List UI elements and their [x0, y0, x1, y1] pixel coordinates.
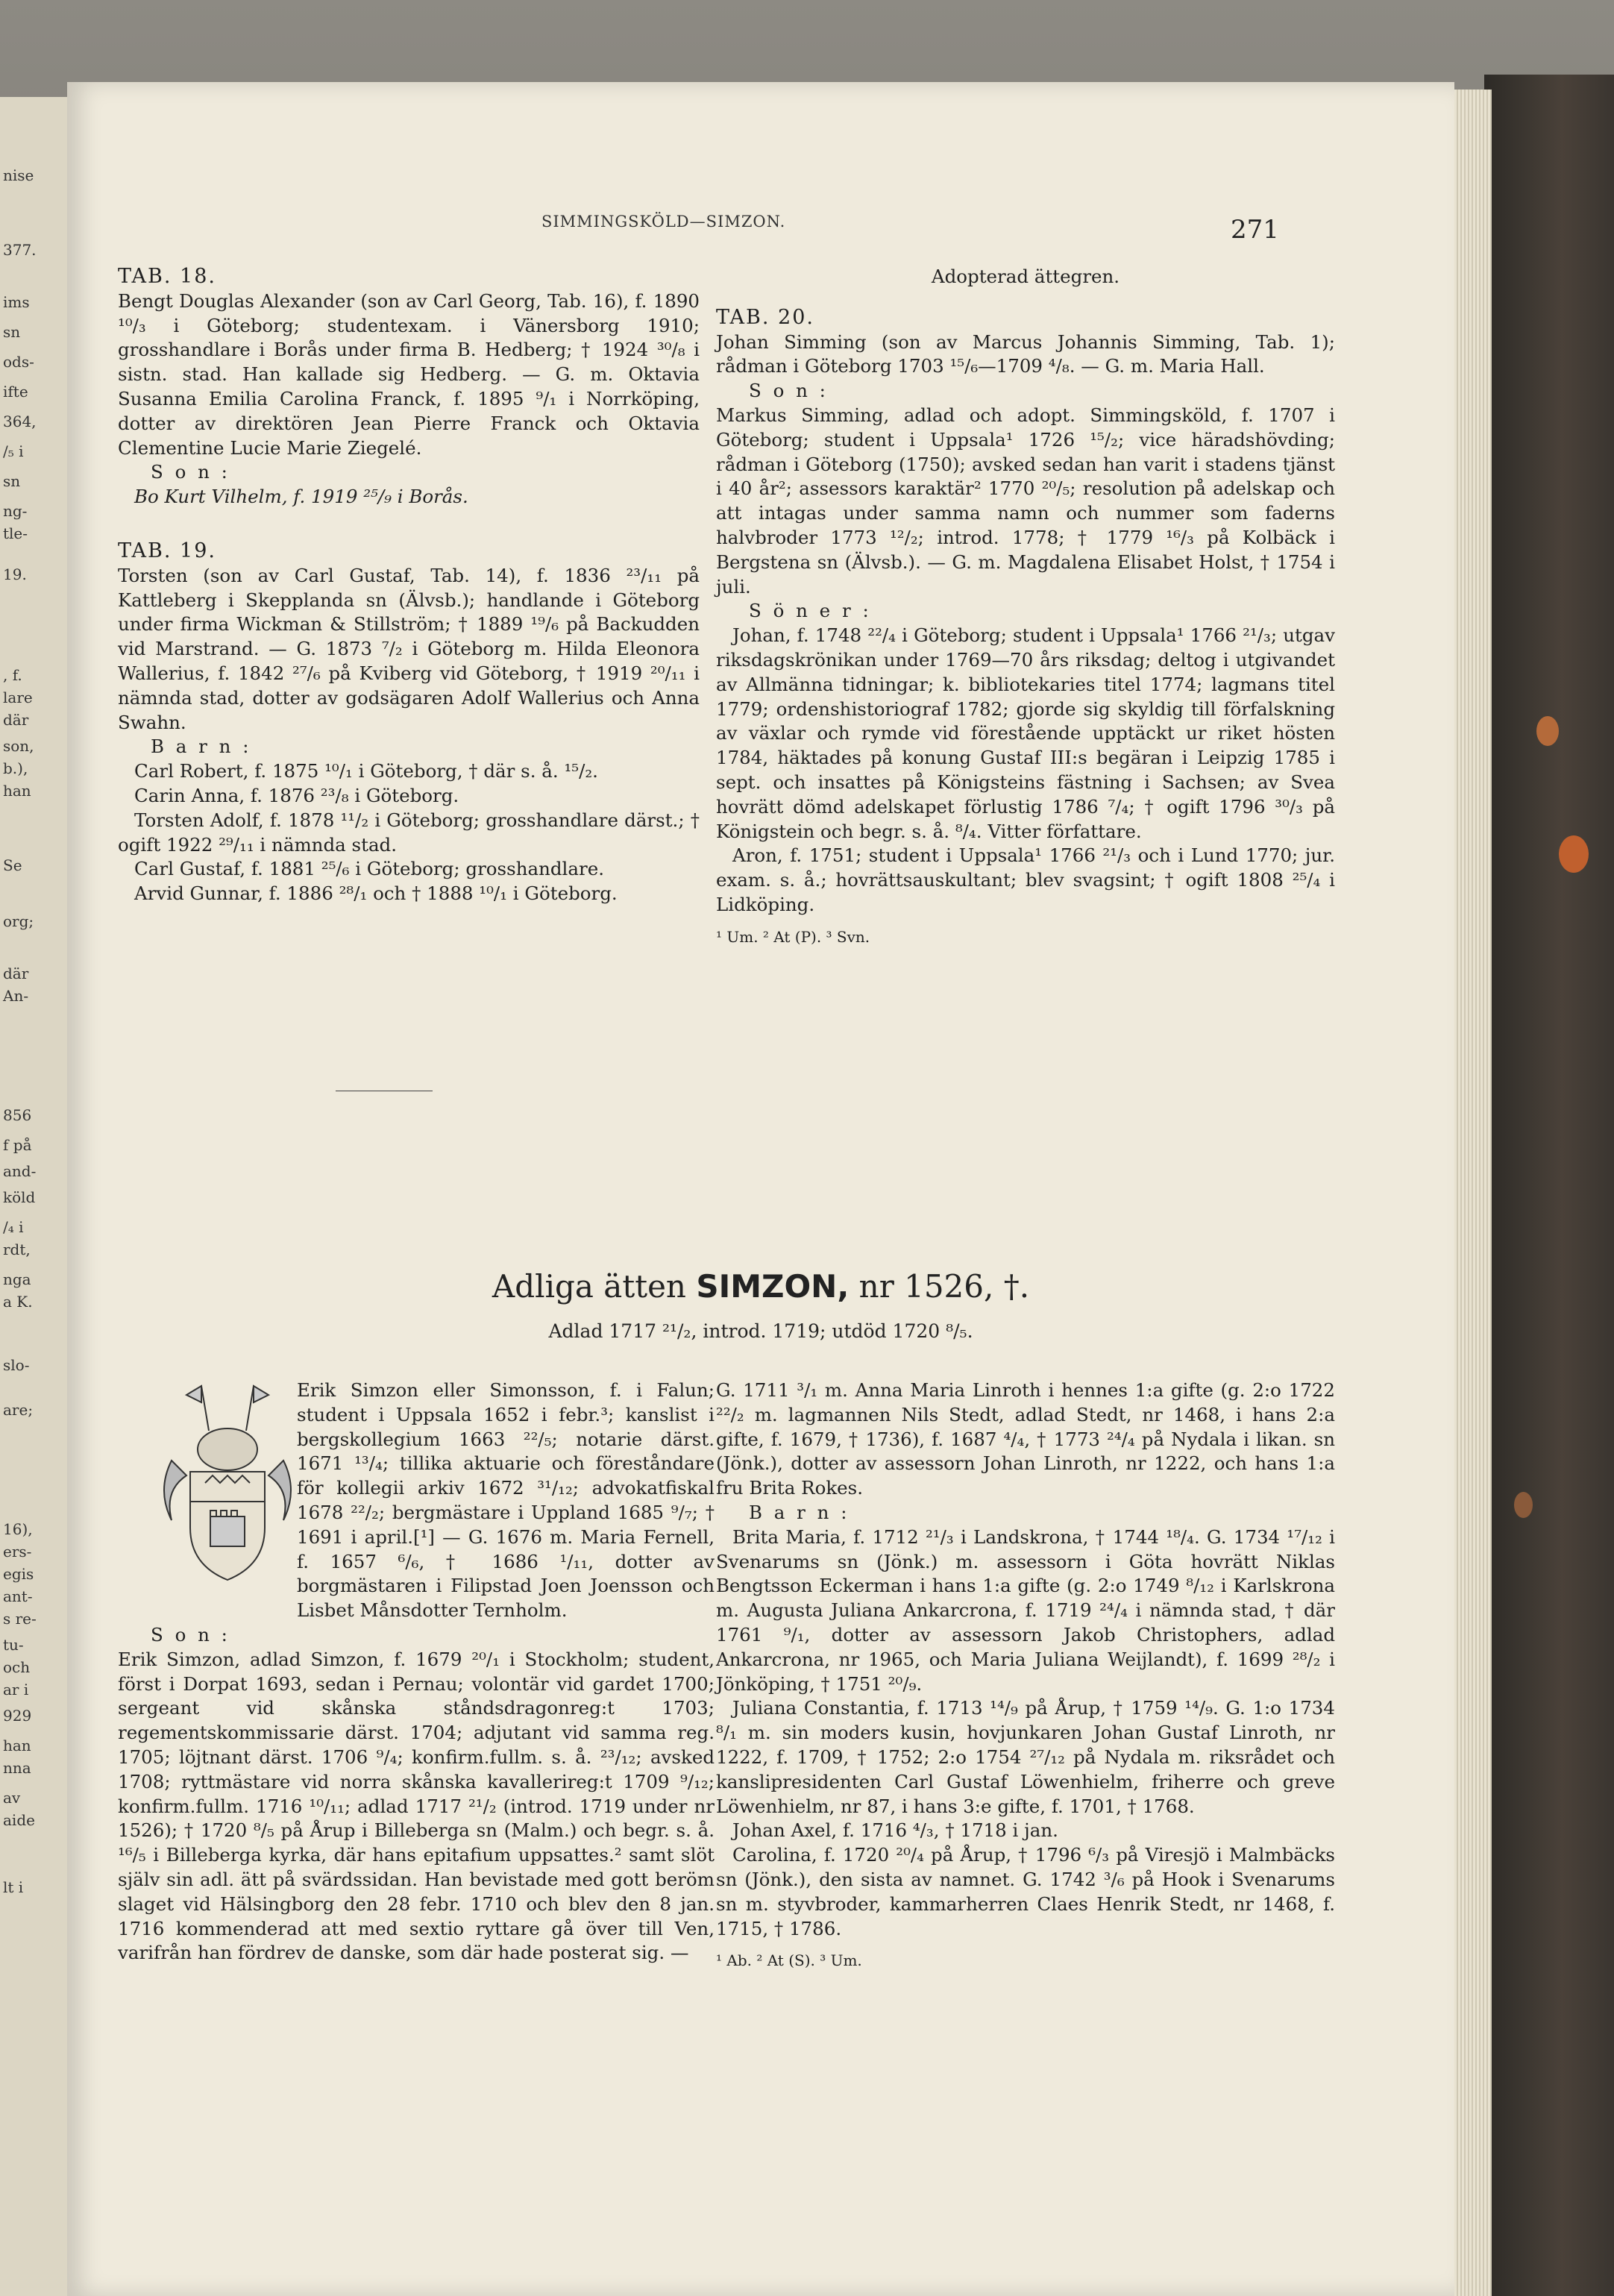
left-page-edge [0, 97, 69, 2296]
tab20-soner-label: S ö n e r : [749, 600, 872, 622]
left-page-fragment: An- [3, 987, 29, 1005]
left-page-fragment: f på [3, 1136, 32, 1154]
tab19-child-4: Carl Gustaf, f. 1881 ²⁵/₆ i Göteborg; grosshandlare. [134, 858, 604, 880]
tab19-heading: TAB. 19. [118, 539, 216, 562]
tab19-child-5: Arvid Gunnar, f. 1886 ²⁸/₁ och † 1888 ¹⁰/₁ i Göteborg. [134, 882, 618, 905]
left-page-fragment: slo- [3, 1356, 30, 1374]
simzon-son-label: S o n : [151, 1623, 230, 1646]
family-title [67, 1268, 1454, 1305]
running-title: SIMMINGSKÖLD—SIMZON. [541, 213, 786, 230]
left-page-fragment: ar i [3, 1681, 29, 1699]
left-page-fragment: b.), [3, 759, 28, 777]
left-page-fragment: egis [3, 1565, 34, 1583]
left-page-fragment: rdt, [3, 1240, 31, 1258]
left-page-fragment: ifte [3, 383, 28, 401]
tab18-son: Bo Kurt Vilhelm, f. 1919 ²⁵/₉ i Borås. [134, 486, 468, 508]
left-page-fragment: nise [3, 166, 34, 184]
simzon-son-entry: Erik Simzon, adlad Simzon, f. 1679 ²⁰/₁ i Stockholm; student, först i Dorpat 1693, sedan i Pernau; volontär vid gardet 1700; sergeant vid skånska ståndsdragonreg:t 1703; regementskommissarie därst. 1704; adjutant vid samma reg. 1705; löjtnant därst. 1706 ⁹/₄; konfirm.fullm. s. å. ²³/₁₂; avsked 1708; ryttmästare vid norra skånska kavallerireg:t 1709 ⁹/₁₂; konfirm.fullm. 1716 ¹⁰/₁₁; adlad 1717 ²¹/₂ (introd. 1719 under nr 1526); † 1720 ⁸/₅ på Årup i Billeberga sn (Malm.) och begr. s. å. ¹⁶/₅ i Billeberga kyrka, där hans epitafium uppsattes.² samt slöt själv sin adl. ätt på svärdssidan. Han bevistade med gott beröm slaget vid Hälsingborg den 28 febr. 1710 och blev den 8 jan. 1716 kommenderad att med sextio ryttare gå över till Ven, varifrån han fördrev de danske, som där hade posterat sig. — [118, 1648, 715, 1964]
left-page-fragment: köld [3, 1188, 36, 1206]
left-page-fragment: sn [3, 323, 21, 341]
left-page-fragment: han [3, 1737, 31, 1754]
tab19-child-3: Torsten Adolf, f. 1878 ¹¹/₂ i Göteborg; grosshandlare därst.; † ogift 1922 ²⁹/₁₁ i nämnda stad. [118, 809, 700, 856]
left-column-top [118, 265, 700, 906]
simzon-barn-label: B a r n : [749, 1501, 850, 1523]
left-page-fragment: tle- [3, 524, 28, 542]
tab20-child-1: Johan, f. 1748 ²²/₄ i Göteborg; student i Uppsala¹ 1766 ²¹/₃; utgav riksdagskrönikan under 1769—70 års riksdag; deltog i utgivandet av Allmänna tidningar; k. bibliotekaries titel 1774; lagmans titel 1779; ordenshistoriograf 1782; gjorde sig skyldig till förfalskning av växlar och rymde vid förestående upptäckt ur riket hösten 1784, häktades på konung Gustaf III:s begäran i Leipzig 1785 i sept. och insattes på Königsteins fästning i Sachsen; av Svea hovrätt dömd adelskapet förlustig 1786 ⁷/₄; † ogift 1796 ³⁰/₃ på Königstein och begr. s. å. ⁸/₄. Vitter författare. [716, 624, 1335, 842]
simzon-father-entry: Erik Simzon eller Simonsson, f. i Falun; student i Uppsala 1652 i febr.³; kanslist i bergskollegium 1663 ²²/₅; notarie därst. 1671 ¹³/₄; tillika aktuarie och föreståndare för kollegii arkiv 1672 ³¹/₁₂; advokatfiskal 1678 ²²/₂; bergmästare i Uppland 1685 ⁹/₇; † 1691 i april.[¹] — G. 1676 m. Maria Fernell, f. 1657 ⁶/₆, † 1686 ¹/₁₁, dotter av borgmästaren i Filipstad Joen Joensson och Lisbet Månsdotter Ternholm. [297, 1379, 715, 1622]
right-column-top [716, 265, 1335, 950]
left-page-fragment: där [3, 964, 29, 982]
left-page-fragment: 16), [3, 1520, 33, 1538]
tab18-heading: TAB. 18. [118, 265, 216, 288]
family-subtitle: Adlad 1717 ²¹/₂, introd. 1719; utdöd 1720 ⁸/₅. [548, 1320, 973, 1342]
tab20-heading: TAB. 20. [716, 305, 814, 329]
left-page-fragment: 364, [3, 413, 37, 430]
left-column-bottom [118, 1378, 715, 1966]
left-page-fragment: are; [3, 1401, 34, 1419]
family-title-name: SIMZON, [696, 1268, 850, 1305]
left-page-fragment: lt i [3, 1878, 24, 1896]
left-page-fragment: tu- [3, 1636, 24, 1654]
tab20-footnote: ¹ Um. ² At (P). ³ Svn. [716, 927, 870, 946]
left-page-fragment: /₄ i [3, 1218, 24, 1236]
left-page-fragment: nna [3, 1759, 31, 1777]
left-page-fragment: nga [3, 1270, 31, 1288]
left-page-fragment: han [3, 782, 31, 800]
left-page-fragment: a K. [3, 1293, 33, 1311]
tab19-entry: Torsten (son av Carl Gustaf, Tab. 14), f. 1836 ²³/₁₁ på Kattleberg i Skepplanda sn (Älvsb.); handlande i Göteborg under firma Wickman & Stillström; † 1889 ¹⁹/₆ på Backudden vid Marstrand. — G. 1873 ⁷/₂ i Göteborg m. Hilda Eleonora Wallerius, f. 1842 ²⁷/₆ på Kviberg vid Göteborg, † 1919 ²⁰/₁₁ i nämnda stad, dotter av godsägaren Adolf Wallerius och Anna Swahn. [118, 564, 700, 733]
left-page-fragment: och [3, 1658, 31, 1676]
left-page-fragment: son, [3, 737, 34, 755]
left-page-fragment: ant- [3, 1587, 33, 1605]
simzon-child-2: Juliana Constantia, f. 1713 ¹⁴/₉ på Årup, † 1759 ¹⁴/₉. G. 1:o 1734 ⁸/₁ m. sin moders kusin, hovjunkaren Johan Gustaf Linroth, nr 1222, f. 1709, † 1752; 2:o 1754 ²⁷/₁₂ på Nydala m. riksrådet och kanslipresidenten Carl Gustaf Löwenhielm, friherre och greve Löwenhielm, nr 87, i hans 3:e gifte, f. 1701, † 1768. [716, 1697, 1335, 1817]
left-page-fragment: , f. [3, 666, 22, 684]
tab20-child-2: Aron, f. 1751; student i Uppsala¹ 1766 ²¹/₃ och i Lund 1770; jur. exam. s. å.; hovrättsauskultant; blev svagsint; † ogift 1808 ²⁵/₄ i Lidköping. [716, 844, 1335, 915]
left-page-fragment: ims [3, 293, 30, 311]
tab18-son-label: S o n : [151, 461, 230, 483]
left-page-fragment: ers- [3, 1543, 32, 1561]
left-page-fragment: lare [3, 689, 33, 706]
tab19-child-1: Carl Robert, f. 1875 ¹⁰/₁ i Göteborg, † där s. å. ¹⁵/₂. [134, 760, 598, 782]
left-page-fragment: ng- [3, 502, 28, 520]
simzon-child-4: Carolina, f. 1720 ²⁰/₄ på Årup, † 1796 ⁶/₃ på Viresjö i Malmbäcks sn (Jönk.), den sista av namnet. G. 1742 ³/₆ på Hook i Svenarums sn m. styvbroder, kammarherren Claes Henrik Stedt, nr 1468, f. 1715, † 1786. [716, 1844, 1335, 1939]
left-page-fragment: 929 [3, 1707, 32, 1725]
page-number: 271 [1231, 215, 1279, 245]
family-title-prefix: Adliga ätten [492, 1268, 686, 1305]
left-page-fragment: 377. [3, 241, 37, 259]
left-page-fragment: and- [3, 1162, 37, 1180]
left-page-fragment: ods- [3, 353, 34, 371]
tab19-child-2: Carin Anna, f. 1876 ²³/₈ i Göteborg. [134, 784, 459, 806]
book-page [67, 82, 1454, 2296]
right-column-bottom [716, 1378, 1335, 1973]
tab20-entry: Johan Simming (son av Marcus Johannis Simming, Tab. 1); rådman i Göteborg 1703 ¹⁵/₆—1709 ⁴/₈. — G. m. Maria Hall. [716, 330, 1335, 377]
tab20-son-entry: Markus Simming, adlad och adopt. Simmingsköld, f. 1707 i Göteborg; student i Uppsala¹ 1726 ¹⁵/₂; vice häradshövding; rådman i Göteborg (1750); avsked sedan han varit i stadens tjänst i 40 år²; assessors karaktär² 1770 ²⁰/₅; resolution på adelskap och att intagas under samma namn och nummer som faderns halvbroder 1773 ¹²/₂; introd. 1778; † 1779 ¹⁶/₃ på Kolbäck i Bergstena sn (Älvsb.). — G. m. Magdalena Elisabet Holst, † 1754 i juli. [716, 404, 1335, 597]
left-page-fragment: /₅ i [3, 442, 24, 460]
left-page-fragment: 856 [3, 1106, 32, 1124]
left-page-fragment: s re- [3, 1610, 37, 1628]
tab20-son-label: S o n : [749, 380, 829, 402]
simzon-marriage: G. 1711 ³/₁ m. Anna Maria Linroth i hennes 1:a gifte (g. 2:o 1722 ²²/₂ m. lagmannen Nils Stedt, adlad Stedt, nr 1468, i hans 2:a gifte, f. 1679, † 1736), f. 1687 ⁴/₄, † 1773 ²⁴/₄ på Nydala i likan. sn (Jönk.), dotter av assessorn Johan Linroth, nr 1222, och hans 1:a fru Brita Rokes. [716, 1379, 1335, 1499]
left-page-fragment: aide [3, 1811, 35, 1829]
left-page-fragment: Se [3, 856, 22, 874]
tab18-entry: Bengt Douglas Alexander (son av Carl Georg, Tab. 16), f. 1890 ¹⁰/₃ i Göteborg; studentexam. i Vänersborg 1910; grosshandlare i Borås under firma B. Hedberg; † 1924 ³⁰/₈ i sistn. stad. Han kallade sig Hedberg. — G. m. Oktavia Susanna Emilia Carolina Franck, f. 1895 ⁹/₁ i Norrköping, dotter av direktören Jean Pierre Franck och Oktavia Clementine Lucie Marie Ziegelé. [118, 289, 700, 459]
tab20-intro: Adopterad ättegren. [931, 266, 1120, 287]
left-page-fragment: 19. [3, 565, 27, 583]
tab19-barn-label: B a r n : [151, 735, 252, 758]
simzon-child-3: Johan Axel, f. 1716 ⁴/₃, † 1718 i jan. [732, 1819, 1058, 1842]
left-page-fragment: av [3, 1789, 21, 1807]
simzon-child-1: Brita Maria, f. 1712 ²¹/₃ i Landskrona, † 1744 ¹⁸/₄. G. 1734 ¹⁷/₁₂ i Svenarums sn (Jönk.) m. assessorn i Göta hovrätt Niklas Bengtsson Eckerman i hans 1:a gifte (g. 2:o 1749 ⁸/₁₂ i Karlskrona m. Augusta Juliana Ankarcrona, f. 1719 ²⁴/₄ i nämnda stad, † där 1761 ⁹/₁, dotter av assessorn Jakob Christophers, adlad Ankarcrona, nr 1965, och Maria Juliana Weijlandt), f. 1699 ²⁸/₂ i Jönköping, † 1751 ²⁰/₉. [716, 1525, 1335, 1695]
family-title-suffix: nr 1526, †. [858, 1268, 1030, 1305]
left-page-fragment: där [3, 711, 29, 729]
simzon-footnote: ¹ Ab. ² At (S). ³ Um. [716, 1951, 862, 1970]
left-page-fragment: sn [3, 472, 21, 490]
left-page-fragment: org; [3, 912, 34, 930]
book-cover-edge [1484, 75, 1614, 2296]
